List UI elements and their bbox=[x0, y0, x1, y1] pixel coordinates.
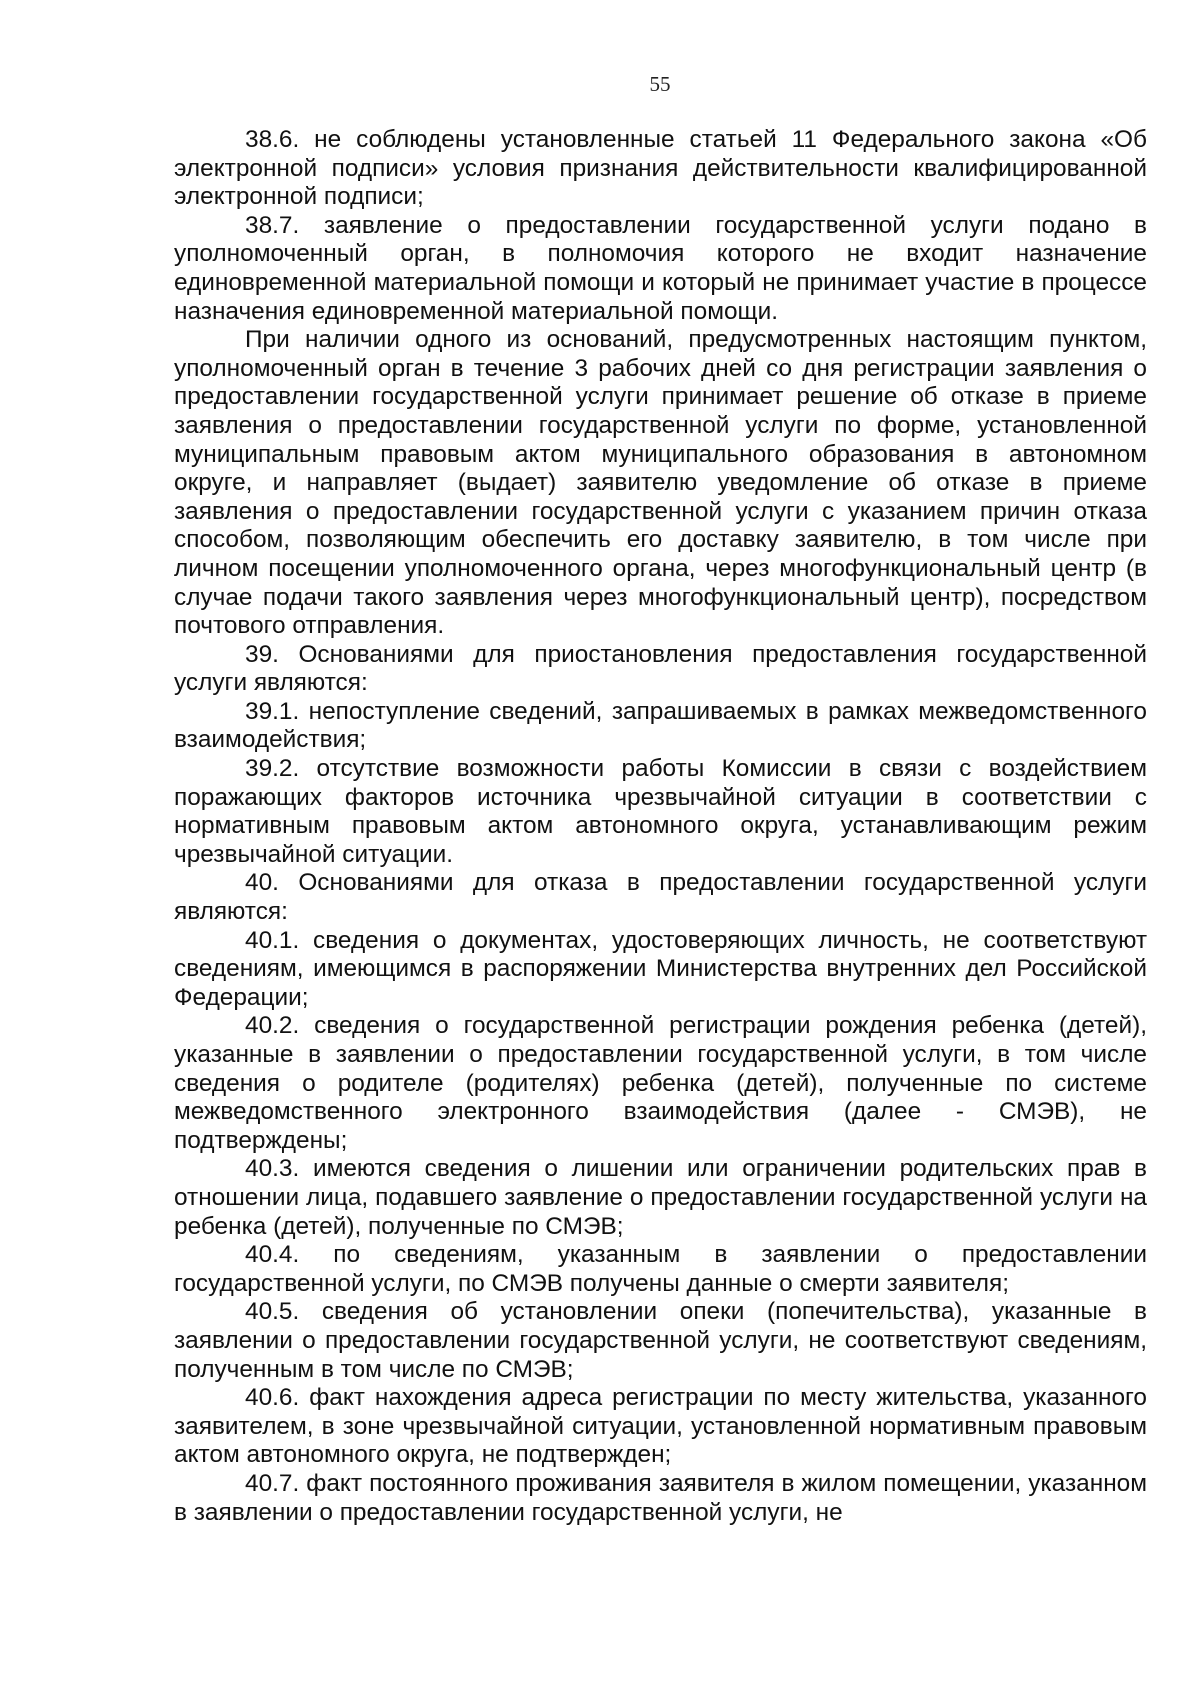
paragraph-40-5: 40.5. сведения об установлении опеки (попечительства), указанные в заявлении о предоставлении государственной услуги, не соответствуют сведениям, полученным в том числе по СМЭВ; bbox=[174, 1298, 1147, 1383]
page-number: 55 bbox=[649, 72, 671, 96]
paragraph-40-7: 40.7. факт постоянного проживания заявителя в жилом помещении, указанном в заявлении о предоставлении государственной услуги, не bbox=[174, 1469, 1147, 1526]
paragraph-39-2: 39.2. отсутствие возможности работы Комиссии в связи с воздействием поражающих факторов источника чрезвычайной ситуации в соответствии с нормативным правовым актом автономного округа, устанавливающим режим чрезвычайной ситуации. bbox=[174, 755, 1147, 868]
paragraph-39: 39. Основаниями для приостановления предоставления государственной услуги являются: bbox=[174, 640, 1147, 697]
paragraph-refusal-procedure: При наличии одного из оснований, предусмотренных настоящим пунктом, уполномоченный орган в течение 3 рабочих дней со дня регистрации заявления о предоставлении государственной услуги принимает решение об отказе в приеме заявления о предоставлении государственной услуги по форме, установленной муниципальным правовым актом муниципального образования в автономном округе, и направляет (выдает) заявителю уведомление об отказе в приеме заявления о предоставлении государственной услуги с указанием причин отказа способом, позволяющим обеспечить его доставку заявителю, в том числе при личном посещении уполномоченного органа, через многофункциональный центр (в случае подачи такого заявления через многофункциональный центр), посредством почтового отправления. bbox=[174, 326, 1147, 640]
paragraph-40-3: 40.3. имеются сведения о лишении или ограничении родительских прав в отношении лица, подавшего заявление о предоставлении государственной услуги на ребенка (детей), полученные по СМЭВ; bbox=[174, 1155, 1147, 1240]
paragraph-40: 40. Основаниями для отказа в предоставлении государственной услуги являются: bbox=[174, 869, 1147, 926]
paragraph-38-6: 38.6. не соблюдены установленные статьей 11 Федерального закона «Об электронной подписи» условия признания действительности квалифицированной электронной подписи; bbox=[174, 126, 1147, 211]
paragraph-38-7: 38.7. заявление о предоставлении государственной услуги подано в уполномоченный орган, в полномочия которого не входит назначение единовременной материальной помощи и который не принимает участие в процессе назначения единовременной материальной помощи. bbox=[174, 211, 1147, 325]
paragraph-40-2: 40.2. сведения о государственной регистрации рождения ребенка (детей), указанные в заявлении о предоставлении государственной услуги, в том числе сведения о родителе (родителях) ребенка (детей), полученные по системе межведомственного электронного взаимодействия (далее - СМЭВ), не подтверждены; bbox=[174, 1012, 1147, 1154]
paragraph-40-1: 40.1. сведения о документах, удостоверяющих личность, не соответствуют сведениям, имеющимся в распоряжении Министерства внутренних дел Российской Федерации; bbox=[174, 926, 1147, 1011]
paragraph-40-6: 40.6. факт нахождения адреса регистрации по месту жительства, указанного заявителем, в зоне чрезвычайной ситуации, установленной нормативным правовым актом автономного округа, не подтвержден; bbox=[174, 1384, 1147, 1469]
document-body bbox=[174, 126, 1147, 1527]
paragraph-40-4: 40.4. по сведениям, указанным в заявлении о предоставлении государственной услуги, по СМЭВ получены данные о смерти заявителя; bbox=[174, 1241, 1147, 1297]
paragraph-39-1: 39.1. непоступление сведений, запрашиваемых в рамках межведомственного взаимодействия; bbox=[174, 697, 1147, 754]
